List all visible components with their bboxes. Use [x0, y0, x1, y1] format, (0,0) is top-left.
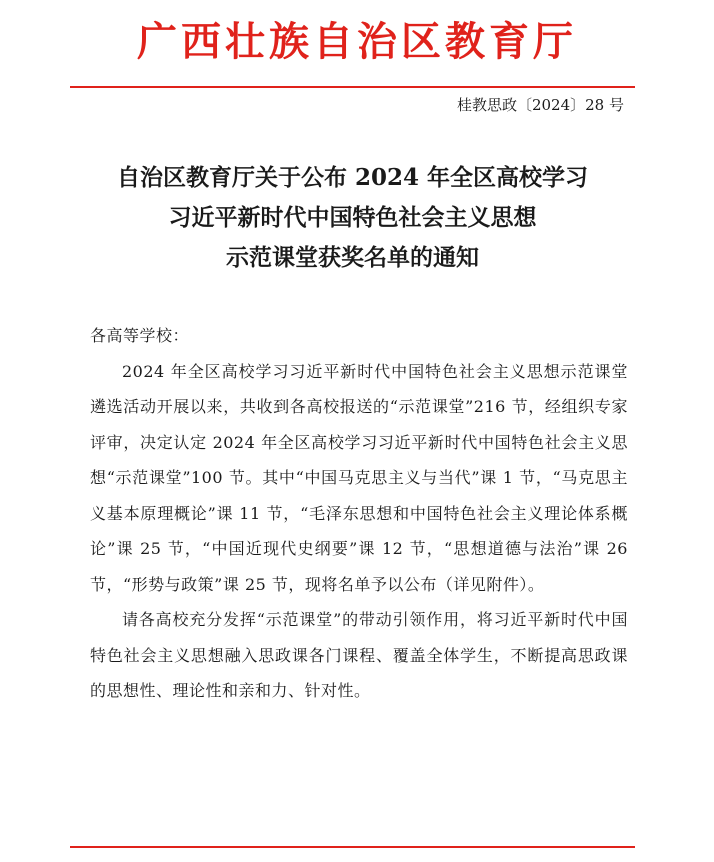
- body-paragraph: 请各高校充分发挥“示范课堂”的带动引领作用，将习近平新时代中国特色社会主义思想融入思政课各门课程、覆盖全体学生，不断提高思政课的思想性、理论性和亲和力、针对性。: [90, 610, 628, 700]
- document-body: [90, 318, 628, 709]
- title-line: 示范课堂获奖名单的通知: [226, 244, 479, 271]
- masthead-red-rule: [70, 86, 635, 88]
- salutation: 各高等学校：: [90, 326, 190, 345]
- masthead-org-name: 广西壮族自治区教育厅: [137, 18, 577, 65]
- body-paragraph: 2024 年全区高校学习习近平新时代中国特色社会主义思想示范课堂遴选活动开展以来，共收到各高校报送的“示范课堂”216 节，经组织专家评审，决定认定 2024 年全区高校学习习近平新时代中国特色社会主义思想“示范课堂”100 节。其中“中国马克思主义与当代”课 1 节，“马克思主义基本原理概论”课 11 节，“毛泽东思想和中国特色社会主义理论体系概论”课 25 节，“中国近现代史纲要”课 12 节，“思想道德与法治”课 26 节，“形势与政策”课 25 节，现将名单予以公布（详见附件）。: [90, 361, 628, 594]
- title-line: 习近平新时代中国特色社会主义思想: [168, 204, 537, 231]
- document-number: 桂教思政〔2024〕28 号: [456, 96, 624, 114]
- document-title: [70, 158, 635, 278]
- footer-red-rule: [70, 846, 635, 848]
- title-line: 自治区教育厅关于公布 2024 年全区高校学习: [116, 164, 589, 191]
